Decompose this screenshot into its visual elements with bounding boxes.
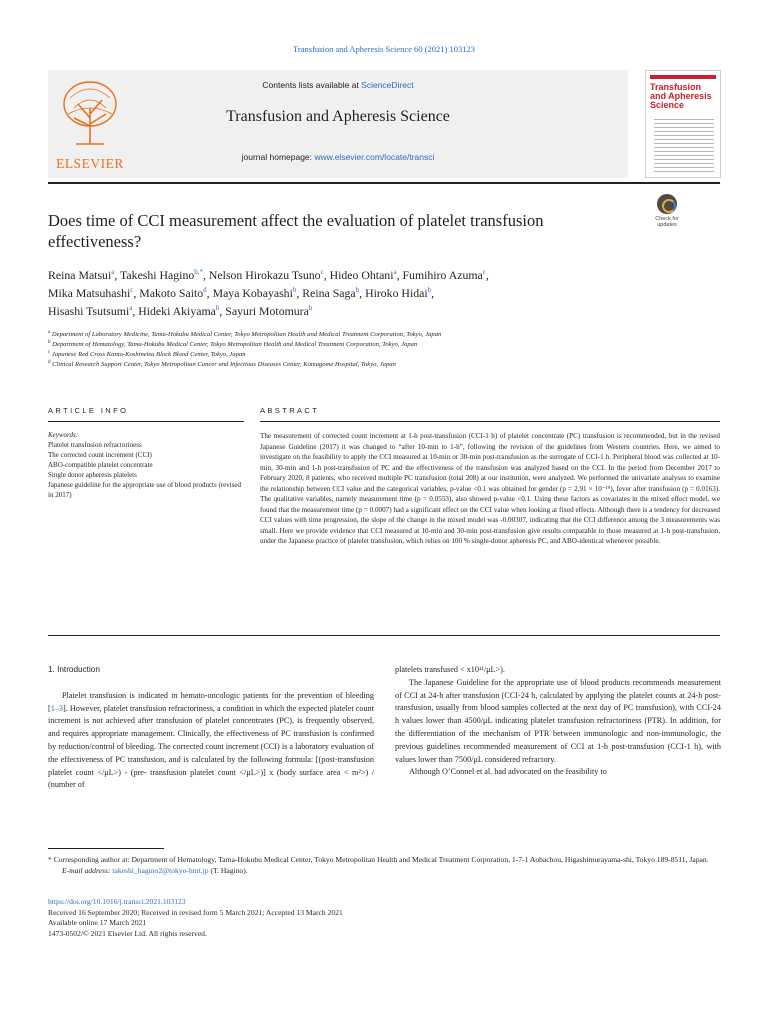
copyright-line: 1473-0502/© 2021 Elsevier Ltd. All rights reserved. <box>48 928 207 938</box>
email-link[interactable]: takeshi_hagino2@tokyo-hmt.jp <box>112 866 209 875</box>
affiliation-text: Department of Hematology, Tama-Hokubu Medical Center, Tokyo Metropolitan Health and Medical Treatment Corporation, Tokyo, Japan <box>52 341 418 348</box>
body-column-left <box>48 664 374 792</box>
author-name[interactable]: Makoto Saito <box>139 286 204 300</box>
author-affiliation-marker[interactable]: d <box>203 286 207 295</box>
author-name[interactable]: Takeshi Hagino <box>120 268 195 282</box>
journal-cover[interactable] <box>645 70 721 178</box>
intro-paragraph: Although O’Connel et al. had advocated on the feasibility to <box>409 767 607 777</box>
publisher-name: ELSEVIER <box>56 156 124 171</box>
author-name[interactable]: Mika Matsuhashi <box>48 286 131 300</box>
author-line: Hisashi Tsutsumi$^a$, Hideki Akiyama$^b$, Sayuri Motomura$^b$ <box>48 304 313 318</box>
abstract-rule <box>260 421 720 422</box>
author-line: Reina Matsui$^a$, Takeshi Hagino$^{b,*}$, Nelson Hirokazu Tsuno$^c$, Hideo Ohtani$^a$, Fumihiro Azuma$^c$, <box>48 268 489 282</box>
affiliation-list <box>48 330 720 370</box>
keyword: Platelet transfusion refractoriness <box>48 441 142 449</box>
keywords-heading: Keywords: <box>48 431 79 439</box>
affiliation-text: Department of Laboratory Medicine, Tama-Hokubu Medical Center, Tokyo Metropolitan Health and Medical Treatment Corporation, Tokyo, Japan <box>51 331 442 338</box>
affiliation-marker: d <box>48 359 51 365</box>
contents-prefix: Contents lists available at <box>262 80 362 90</box>
email-label: E-mail address: <box>62 866 113 875</box>
abstract-end-rule <box>48 635 720 636</box>
affiliation-text: Clinical Research Support Center, Tokyo Metropolitan Cancer and Infectious Diseases Center, Komagome Hospital, Tokyo, Japan <box>52 361 396 368</box>
cover-title: Transfusion and Apheresis Science <box>650 82 712 110</box>
article-title: Does time of CCI measurement affect the evaluation of platelet transfusion effectiveness? <box>48 211 544 251</box>
author-affiliation-marker[interactable]: b <box>215 304 220 313</box>
keyword: Single donor apheresis platelets <box>48 471 137 479</box>
abstract-text: The measurement of corrected count increment at 1-h post-transfusion (CCI-1 h) of platelet concentrate (PC) transfusion is recommended, but in the revised Japanese Guideline (2017) it was changed to “after 10-min to 1-h”, following the revision of the guidelines from Western countries. Here, we aimed to investigate on the feasibility to apply the CCI measured at 10-min or 30-min post-transfusion as the surrogate of CCI-1 h. Peripheral blood was collected at 10-min, 30-min and 1-h post-transfusion of PC and the effectiveness of the transfusion was analyzed based on the CCI. In the period from December 2017 to February 2020, 8 patients, who received multiple PC transfusion (total 208) at our institution, were analyzed. We performed the univariate analyses to examine the relationship between CCI value and the categorical variables, p-value <0.1 was obtained for gender (p = 2.91 × 10⁻¹⁹), fever after transfusion (p = 0.0163). The qualitative variables, namely measurement time (p = 0.0553), also showed p-value <0.1. Using these factors as covariates in the mixed effect model, we found that the measurement time (p = 0.0007) had a significant effect on the CCI value when looking at fixed effects. Although there is a tendency for decreased CCI values with time progression, the slope of the change in the mixed model was -0.00307, indicating that the CCI difference among the 3 measurements was small. Here we provide evidence that CCI measured at 10-min and 30-min post-transfusion give results comparable to those measured at 1-h post-transfusion, under the Japanese practice of platelet transfusion, which relies on 100 % single-donor apheresis PC, and ABO-identical whenever possible. <box>260 432 720 546</box>
keyword: The corrected count increment (CCI) <box>48 451 152 459</box>
author-affiliation-marker[interactable]: c <box>320 268 324 277</box>
author-name[interactable]: Nelson Hirokazu Tsuno <box>208 268 321 282</box>
bibliographic-info <box>48 897 720 939</box>
sciencedirect-link[interactable]: ScienceDirect <box>361 80 414 90</box>
author-line: Mika Matsuhashi$^c$, Makoto Saito$^d$, Maya Kobayashi$^b$, Reina Saga$^b$, Hiroko Hidai$^b$, <box>48 286 435 300</box>
author-affiliation-marker[interactable]: c <box>482 268 486 277</box>
author-name[interactable]: Reina Saga <box>302 286 356 300</box>
homepage-label: journal homepage: <box>241 152 315 162</box>
author-affiliation-marker[interactable]: a <box>129 304 133 313</box>
section-heading-introduction: 1. Introduction <box>48 665 100 674</box>
journal-name: Transfusion and Apheresis Science <box>226 108 450 125</box>
author-affiliation-marker[interactable]: b <box>308 304 313 313</box>
author-affiliation-marker[interactable]: a <box>111 268 115 277</box>
online-date: Available online 17 March 2021 <box>48 918 147 927</box>
author-affiliation-marker[interactable]: a <box>393 268 397 277</box>
cover-band <box>650 75 716 79</box>
masthead-rule <box>48 182 720 184</box>
journal-masthead <box>48 70 628 178</box>
intro-paragraph: Platelet transfusion is indicated in hemato-oncologic patients for the prevention of bleeding [1–3]. However, platelet transfusion refractoriness, a condition in which the expected platelet count increment is not achieved after transfusion of platelet concentrates (PC), is frequently observed, and requires appropriate management. Clinically, the effectiveness of PC transfusion is confirmed by reduction/control of bleeding. The corrected count increment (CCI) is a laboratory evaluation of the effectiveness of PC transfusion, and is calculated by the following formula: [(post-transfusion platelet count </μL>) - (pre- transfusion platelet count </μL>)] x (body surface area < m²>) / (number of <box>48 690 374 790</box>
email-suffix: (T. Hagino). <box>208 866 248 875</box>
affiliation-marker: b <box>48 339 51 345</box>
email-line <box>48 865 720 876</box>
footnote <box>48 854 720 876</box>
author-affiliation-marker[interactable]: b <box>355 286 360 295</box>
affiliation-marker: c <box>48 349 51 355</box>
keywords <box>48 430 244 500</box>
author-name[interactable]: Reina Matsui <box>48 268 112 282</box>
author-name[interactable]: Hideki Akiyama <box>138 304 216 318</box>
article-info-rule <box>48 421 244 422</box>
author-name[interactable]: Fumihiro Azuma <box>402 268 483 282</box>
author-affiliation-marker[interactable]: b,* <box>194 268 203 277</box>
intro-paragraph-continued: platelets transfused < x10¹¹/μL>). <box>395 665 505 674</box>
check-for-updates-button[interactable] <box>646 194 688 238</box>
citation-link[interactable]: 1–3 <box>50 703 64 713</box>
affiliation <box>48 350 720 360</box>
author-name[interactable]: Hiroko Hidai <box>365 286 428 300</box>
received-dates: Received 16 September 2020; Received in revised form 5 March 2021; Accepted 13 March 2021 <box>48 907 343 917</box>
affiliation <box>48 330 720 340</box>
check-updates-label: Check for updates <box>655 216 679 228</box>
affiliation <box>48 360 720 370</box>
homepage-line <box>48 152 628 162</box>
author-affiliation-marker[interactable]: b <box>292 286 297 295</box>
article-info-heading: ARTICLE INFO <box>48 406 129 415</box>
footnote-rule <box>48 848 164 849</box>
check-updates-icon <box>657 194 677 214</box>
affiliation-marker: a <box>48 329 51 335</box>
author-affiliation-marker[interactable]: c <box>130 286 134 295</box>
homepage-link[interactable]: www.elsevier.com/locate/transci <box>314 152 435 162</box>
abstract-heading: ABSTRACT <box>260 406 320 415</box>
author-name[interactable]: Hisashi Tsutsumi <box>48 304 130 318</box>
author-name[interactable]: Sayuri Motomura <box>225 304 309 318</box>
author-affiliation-marker[interactable]: b <box>427 286 432 295</box>
keyword: Japanese guideline for the appropriate use of blood products (revised in 2017) <box>48 481 242 499</box>
contents-line <box>48 80 628 90</box>
intro-paragraph: The Japanese Guideline for the appropriate use of blood products recommends measurement of CCI at 24-h after transfusion (CCI-24 h, calculated by applying the platelet counts at 24-h post-transfusion, usually from blood samples collected at the next day of PC transfusion), with CCI-24 h values lower than 4500/μL indicating platelet transfusion refractoriness (PTR). In addition, for the differentiation of the mechanism of PTR between immunologic and non-immunologic, the previous guidelines recommended measurement of CCI at 1-h post-transfusion (CCI-1 h), with values lower than 7500/μL considered refractory. <box>395 677 721 764</box>
keyword: ABO-compatible platelet concentrate <box>48 461 153 469</box>
body-column-right <box>395 664 721 779</box>
running-head[interactable]: Transfusion and Apheresis Science 60 (2021) 103123 <box>293 44 475 54</box>
author-name[interactable]: Hideo Ohtani <box>329 268 394 282</box>
author-name[interactable]: Maya Kobayashi <box>212 286 293 300</box>
cover-text-lines <box>654 119 714 175</box>
keyword-list <box>48 440 244 500</box>
doi-link[interactable]: https://doi.org/10.1016/j.transci.2021.103123 <box>48 897 186 906</box>
affiliation-text: Japanese Red Cross Kanto-Koshinetsu Block Blood Center, Tokyo, Japan <box>51 351 246 358</box>
affiliation <box>48 340 720 350</box>
author-list <box>48 266 720 320</box>
corresponding-author-note: * Corresponding author at: Department of Hematology, Tama-Hokubu Medical Center, Tokyo Metropolitan Health and Medical Treatment Corporation, 1-7-1 Aobachou, Higashimurayama-shi, Tokyo 189-8511, Japan. <box>48 855 709 864</box>
